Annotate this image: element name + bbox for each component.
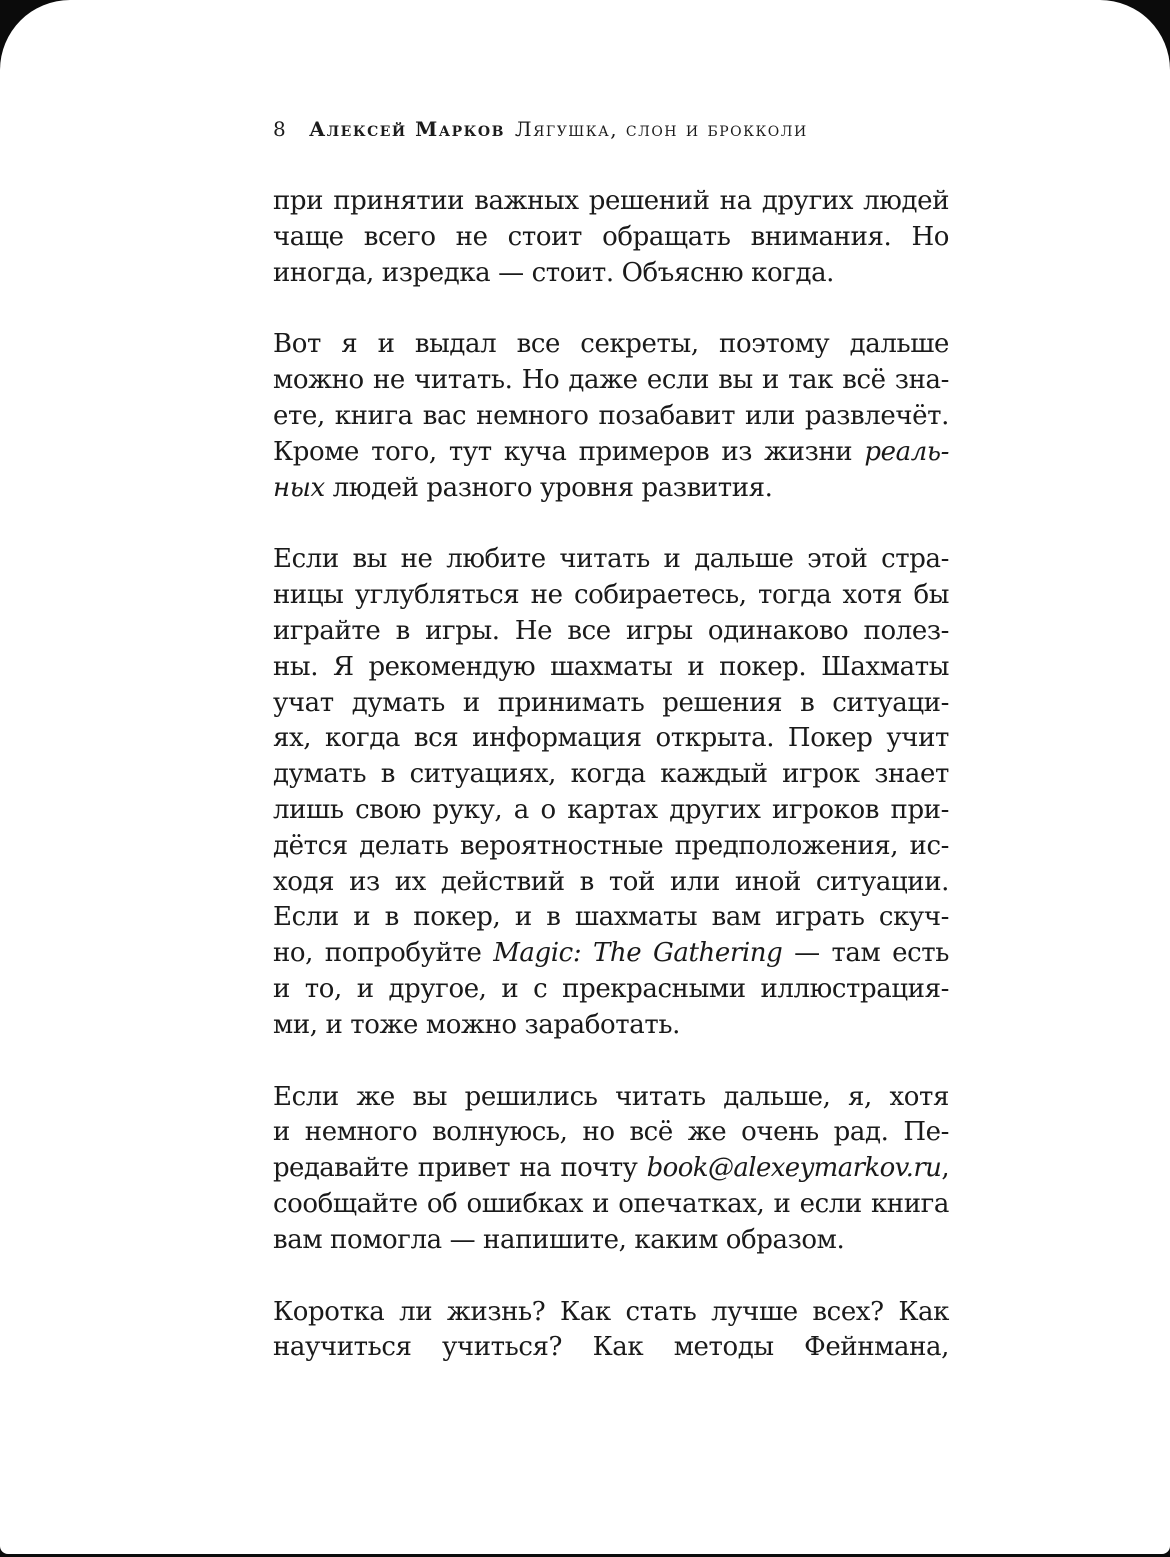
- text-run: при принятии важных решений на других людей: [273, 186, 949, 216]
- text-line: [273, 721, 949, 757]
- italic-run: ных: [273, 472, 325, 503]
- text-run: и немного волнуюсь, но всё же очень рад. Пе-: [273, 1117, 949, 1148]
- text-run: учат думать и принимать решения в ситуаци-: [273, 687, 949, 718]
- text-line: [273, 327, 949, 363]
- text-run: людей разного уровня развития.: [324, 472, 773, 503]
- paragraph-gap: [273, 1044, 949, 1080]
- text-line: [273, 936, 949, 972]
- italic-run: book@alexeymarkov.ru: [646, 1153, 942, 1184]
- text-run: можно не читать. Но даже если вы и так всё зна-: [273, 365, 949, 396]
- text-line: [273, 1008, 949, 1044]
- text-line: [273, 614, 949, 650]
- paragraph: [273, 1080, 949, 1259]
- text-line: [273, 865, 949, 901]
- text-line: [273, 256, 949, 292]
- text-line: [273, 1187, 949, 1223]
- text-line: [273, 1151, 949, 1187]
- paragraph-gap: [273, 506, 949, 542]
- text-line: [273, 471, 949, 507]
- italic-run: Magic: The Gathering: [493, 938, 783, 969]
- text-line: [273, 793, 949, 829]
- italic-run: реаль-: [864, 436, 949, 467]
- text-run: Кроме того, тут куча примеров из жизни: [273, 436, 865, 467]
- text-line: [273, 757, 949, 793]
- text-run: сообщайте об ошибках и опечатках, и если книга: [273, 1188, 949, 1219]
- text-line: [273, 900, 949, 936]
- text-line: [273, 972, 949, 1008]
- page-number: 8: [273, 117, 286, 141]
- text-run: ях, когда вся информация открыта. Покер учит: [273, 723, 949, 754]
- text-run: играйте в игры. Не все игры одинаково полез-: [273, 615, 949, 646]
- paragraph: [273, 184, 949, 291]
- text-run: Если же вы решились читать дальше, я, хотя: [273, 1081, 949, 1112]
- text-run: — там есть: [782, 938, 949, 969]
- text-line: [273, 1115, 949, 1151]
- text-run: лишь свою руку, а о картах других игроков при-: [273, 794, 949, 825]
- text-line: [273, 184, 949, 220]
- text-line: [273, 686, 949, 722]
- running-header: [273, 114, 953, 144]
- text-line: [273, 1295, 949, 1331]
- text-line: [273, 1080, 949, 1116]
- text-run: думать в ситуациях, когда каждый игрок знает: [273, 759, 949, 790]
- paragraph: [273, 542, 949, 1043]
- text-line: [273, 363, 949, 399]
- text-run: Вот я и выдал все секреты, поэтому дальше: [273, 329, 949, 360]
- text-line: [273, 650, 949, 686]
- text-line: [273, 1330, 949, 1366]
- text-run: Коротка ли жизнь? Как стать лучше всех? Как: [273, 1296, 949, 1327]
- author-name: Алексей Марков: [309, 117, 505, 141]
- paragraph: [273, 327, 949, 506]
- text-run: ете, книга вас немного позабавит или развлечёт.: [273, 400, 949, 431]
- text-run: дётся делать вероятностные предположения, ис-: [273, 830, 949, 861]
- text-line: [273, 829, 949, 865]
- text-run: ,: [941, 1153, 949, 1184]
- text-run: ны. Я рекомендую шахматы и покер. Шахматы: [273, 651, 949, 682]
- text-line: [273, 399, 949, 435]
- text-line: [273, 220, 949, 256]
- text-line: [273, 435, 949, 471]
- book-title: Лягушка, слон и брокколи: [514, 117, 808, 141]
- text-run: ми, и тоже можно заработать.: [273, 1009, 680, 1040]
- text-run: иногда, изредка — стоит. Объясню когда.: [273, 257, 835, 288]
- text-run: но, попробуйте: [273, 938, 494, 969]
- text-run: Если и в покер, и в шахматы вам играть скуч-: [273, 902, 949, 933]
- text-run: ницы углубляться не собираетесь, тогда хотя бы: [273, 580, 949, 611]
- text-run: редавайте привет на почту: [273, 1153, 647, 1184]
- text-run: и то, и другое, и с прекрасными иллюстрация-: [273, 973, 949, 1004]
- paragraph-gap: [273, 1259, 949, 1295]
- paragraph-gap: [273, 291, 949, 327]
- text-line: [273, 1223, 949, 1259]
- text-run: ходя из их действий в той или иной ситуации.: [273, 866, 949, 897]
- body-text: [273, 184, 949, 1366]
- text-run: Если вы не любите читать и дальше этой стра-: [273, 544, 949, 575]
- text-run: вам помогла — напишите, каким образом.: [273, 1224, 845, 1255]
- text-line: [273, 542, 949, 578]
- text-run: чаще всего не стоит обращать внимания. Но: [273, 221, 949, 252]
- text-line: [273, 578, 949, 614]
- paragraph: [273, 1295, 949, 1367]
- text-run: научиться учиться? Как методы Фейнмана,: [273, 1332, 949, 1363]
